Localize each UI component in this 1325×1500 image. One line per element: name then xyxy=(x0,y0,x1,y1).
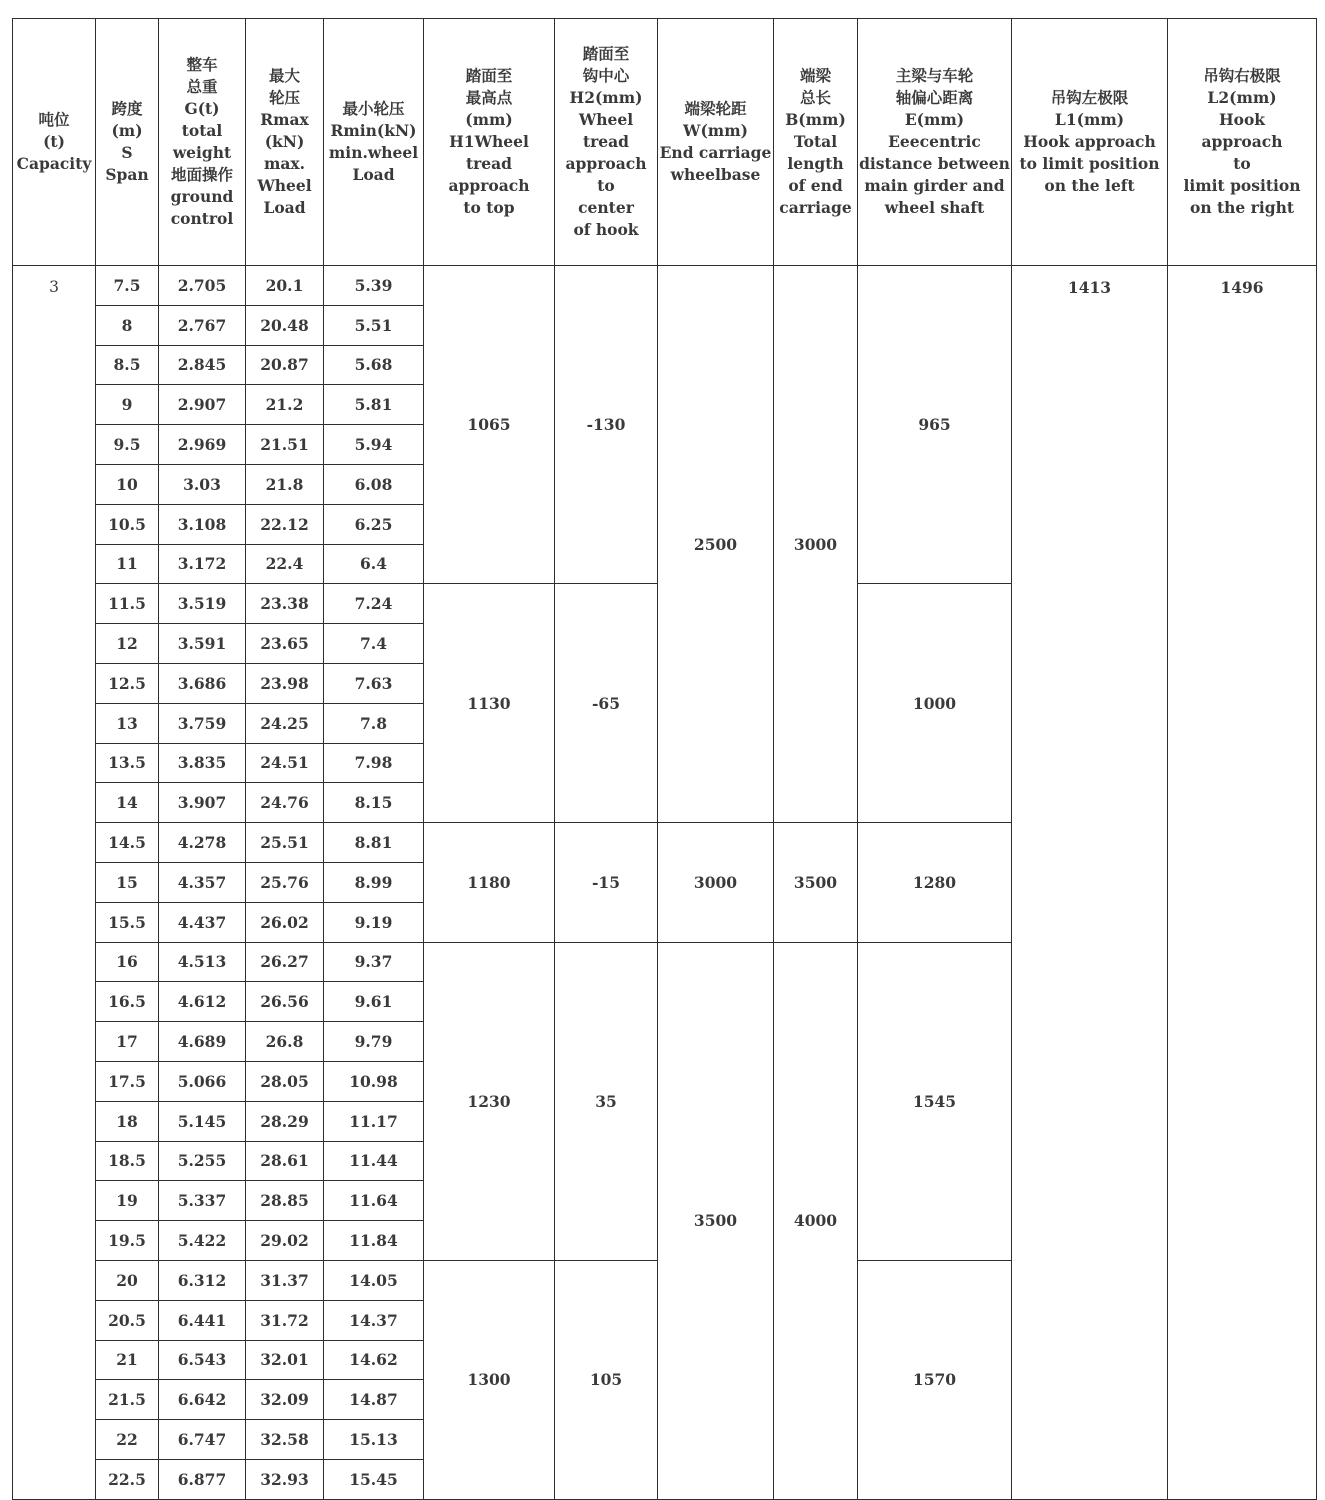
span-cell: 16 xyxy=(96,942,159,982)
rmax-cell: 24.76 xyxy=(246,783,324,823)
span-cell: 12.5 xyxy=(96,663,159,703)
rmax-cell: 32.09 xyxy=(246,1380,324,1420)
weight-cell: 2.845 xyxy=(159,345,246,385)
rmax-cell: 20.1 xyxy=(246,266,324,306)
rmax-cell: 32.58 xyxy=(246,1420,324,1460)
weight-cell: 3.835 xyxy=(159,743,246,783)
span-cell: 19.5 xyxy=(96,1221,159,1261)
weight-cell: 6.747 xyxy=(159,1420,246,1460)
table-body xyxy=(13,266,1317,1500)
weight-cell: 2.907 xyxy=(159,385,246,425)
rmax-cell: 26.8 xyxy=(246,1022,324,1062)
span-cell: 14.5 xyxy=(96,823,159,863)
span-cell: 18 xyxy=(96,1101,159,1141)
rmax-cell: 21.51 xyxy=(246,425,324,465)
h1-cell: 1130 xyxy=(424,584,555,823)
header-rmax: 最大 轮压 Rmax (kN) max. Wheel Load xyxy=(246,19,324,266)
span-cell: 20.5 xyxy=(96,1300,159,1340)
rmin-cell: 8.81 xyxy=(324,823,424,863)
rmax-cell: 23.38 xyxy=(246,584,324,624)
l2-cell: 1496 xyxy=(1168,266,1317,1500)
rmax-cell: 32.93 xyxy=(246,1459,324,1499)
weight-cell: 3.907 xyxy=(159,783,246,823)
rmin-cell: 7.24 xyxy=(324,584,424,624)
rmax-cell: 25.51 xyxy=(246,823,324,863)
rmin-cell: 15.13 xyxy=(324,1420,424,1460)
span-cell: 10.5 xyxy=(96,504,159,544)
e-cell: 965 xyxy=(858,266,1012,584)
span-cell: 15.5 xyxy=(96,902,159,942)
span-cell: 14 xyxy=(96,783,159,823)
rmin-cell: 6.08 xyxy=(324,464,424,504)
rmin-cell: 7.8 xyxy=(324,703,424,743)
span-cell: 9.5 xyxy=(96,425,159,465)
weight-cell: 3.686 xyxy=(159,663,246,703)
rmax-cell: 24.25 xyxy=(246,703,324,743)
rmin-cell: 5.39 xyxy=(324,266,424,306)
rmax-cell: 31.37 xyxy=(246,1260,324,1300)
rmax-cell: 29.02 xyxy=(246,1221,324,1261)
span-cell: 16.5 xyxy=(96,982,159,1022)
w-cell: 3000 xyxy=(658,823,774,942)
l1-cell: 1413 xyxy=(1012,266,1168,1500)
capacity-cell: 3 xyxy=(13,266,96,1500)
header-rmin: 最小轮压 Rmin(kN) min.wheel Load xyxy=(324,19,424,266)
rmax-cell: 21.8 xyxy=(246,464,324,504)
rmax-cell: 31.72 xyxy=(246,1300,324,1340)
rmax-cell: 28.85 xyxy=(246,1181,324,1221)
rmin-cell: 5.94 xyxy=(324,425,424,465)
rmax-cell: 26.02 xyxy=(246,902,324,942)
span-cell: 22.5 xyxy=(96,1459,159,1499)
weight-cell: 4.357 xyxy=(159,862,246,902)
h2-cell: 105 xyxy=(555,1260,658,1499)
rmax-cell: 22.12 xyxy=(246,504,324,544)
span-cell: 8 xyxy=(96,305,159,345)
rmax-cell: 26.56 xyxy=(246,982,324,1022)
header-row xyxy=(13,19,1317,266)
h1-cell: 1300 xyxy=(424,1260,555,1499)
header-e: 主梁与车轮 轴偏心距离 E(mm) Eeecentric distance between main girder and wheel shaft xyxy=(858,19,1012,266)
weight-cell: 4.437 xyxy=(159,902,246,942)
weight-cell: 6.312 xyxy=(159,1260,246,1300)
rmax-cell: 26.27 xyxy=(246,942,324,982)
span-cell: 10 xyxy=(96,464,159,504)
rmin-cell: 11.64 xyxy=(324,1181,424,1221)
span-cell: 9 xyxy=(96,385,159,425)
b-cell: 4000 xyxy=(774,942,858,1499)
crane-spec-table xyxy=(12,18,1317,1500)
rmax-cell: 20.48 xyxy=(246,305,324,345)
rmin-cell: 7.63 xyxy=(324,663,424,703)
rmax-cell: 25.76 xyxy=(246,862,324,902)
rmin-cell: 9.61 xyxy=(324,982,424,1022)
rmax-cell: 20.87 xyxy=(246,345,324,385)
header-span: 跨度 (m) S Span xyxy=(96,19,159,266)
span-cell: 15 xyxy=(96,862,159,902)
rmin-cell: 14.87 xyxy=(324,1380,424,1420)
span-cell: 21.5 xyxy=(96,1380,159,1420)
span-cell: 17.5 xyxy=(96,1061,159,1101)
span-cell: 11 xyxy=(96,544,159,584)
rmin-cell: 14.62 xyxy=(324,1340,424,1380)
h1-cell: 1180 xyxy=(424,823,555,942)
h2-cell: -65 xyxy=(555,584,658,823)
span-cell: 20 xyxy=(96,1260,159,1300)
rmin-cell: 14.05 xyxy=(324,1260,424,1300)
w-cell: 3500 xyxy=(658,942,774,1499)
weight-cell: 3.172 xyxy=(159,544,246,584)
header-l2: 吊钩右极限 L2(mm) Hook approach to limit position on the right xyxy=(1168,19,1317,266)
rmax-cell: 22.4 xyxy=(246,544,324,584)
weight-cell: 4.513 xyxy=(159,942,246,982)
span-cell: 19 xyxy=(96,1181,159,1221)
rmax-cell: 28.61 xyxy=(246,1141,324,1181)
rmin-cell: 11.44 xyxy=(324,1141,424,1181)
rmin-cell: 5.68 xyxy=(324,345,424,385)
rmax-cell: 28.29 xyxy=(246,1101,324,1141)
rmin-cell: 7.4 xyxy=(324,624,424,664)
rmin-cell: 7.98 xyxy=(324,743,424,783)
span-cell: 11.5 xyxy=(96,584,159,624)
header-weight: 整车 总重 G(t) total weight 地面操作 ground control xyxy=(159,19,246,266)
rmin-cell: 11.84 xyxy=(324,1221,424,1261)
weight-cell: 6.642 xyxy=(159,1380,246,1420)
span-cell: 21 xyxy=(96,1340,159,1380)
rmin-cell: 8.15 xyxy=(324,783,424,823)
header-l1: 吊钩左极限 L1(mm) Hook approach to limit position on the left xyxy=(1012,19,1168,266)
rmin-cell: 5.51 xyxy=(324,305,424,345)
b-cell: 3500 xyxy=(774,823,858,942)
rmin-cell: 6.25 xyxy=(324,504,424,544)
header-h1: 踏面至 最高点 (mm) H1Wheel tread approach to top xyxy=(424,19,555,266)
span-cell: 22 xyxy=(96,1420,159,1460)
e-cell: 1280 xyxy=(858,823,1012,942)
span-cell: 12 xyxy=(96,624,159,664)
header-b: 端梁 总长 B(mm) Total length of end carriage xyxy=(774,19,858,266)
rmin-cell: 9.19 xyxy=(324,902,424,942)
rmin-cell: 10.98 xyxy=(324,1061,424,1101)
h2-cell: 35 xyxy=(555,942,658,1260)
rmin-cell: 15.45 xyxy=(324,1459,424,1499)
h2-cell: -130 xyxy=(555,266,658,584)
weight-cell: 3.759 xyxy=(159,703,246,743)
span-cell: 13 xyxy=(96,703,159,743)
rmax-cell: 23.98 xyxy=(246,663,324,703)
rmin-cell: 5.81 xyxy=(324,385,424,425)
weight-cell: 3.03 xyxy=(159,464,246,504)
header-w: 端梁轮距 W(mm) End carriage wheelbase xyxy=(658,19,774,266)
b-cell: 3000 xyxy=(774,266,858,823)
weight-cell: 6.877 xyxy=(159,1459,246,1499)
weight-cell: 3.591 xyxy=(159,624,246,664)
rmin-cell: 8.99 xyxy=(324,862,424,902)
weight-cell: 5.066 xyxy=(159,1061,246,1101)
span-cell: 13.5 xyxy=(96,743,159,783)
rmax-cell: 23.65 xyxy=(246,624,324,664)
weight-cell: 4.689 xyxy=(159,1022,246,1062)
header-h2: 踏面至 钩中心 H2(mm) Wheel tread approach to center of hook xyxy=(555,19,658,266)
e-cell: 1000 xyxy=(858,584,1012,823)
w-cell: 2500 xyxy=(658,266,774,823)
span-cell: 8.5 xyxy=(96,345,159,385)
rmax-cell: 32.01 xyxy=(246,1340,324,1380)
weight-cell: 6.441 xyxy=(159,1300,246,1340)
weight-cell: 6.543 xyxy=(159,1340,246,1380)
rmin-cell: 14.37 xyxy=(324,1300,424,1340)
header-capacity: 吨位 (t) Capacity xyxy=(13,19,96,266)
e-cell: 1570 xyxy=(858,1260,1012,1499)
rmax-cell: 21.2 xyxy=(246,385,324,425)
span-cell: 7.5 xyxy=(96,266,159,306)
weight-cell: 3.519 xyxy=(159,584,246,624)
weight-cell: 2.969 xyxy=(159,425,246,465)
rmin-cell: 9.79 xyxy=(324,1022,424,1062)
rmax-cell: 24.51 xyxy=(246,743,324,783)
e-cell: 1545 xyxy=(858,942,1012,1260)
weight-cell: 2.767 xyxy=(159,305,246,345)
table-row xyxy=(13,266,1317,306)
weight-cell: 3.108 xyxy=(159,504,246,544)
rmin-cell: 6.4 xyxy=(324,544,424,584)
weight-cell: 5.422 xyxy=(159,1221,246,1261)
rmin-cell: 9.37 xyxy=(324,942,424,982)
rmax-cell: 28.05 xyxy=(246,1061,324,1101)
rmin-cell: 11.17 xyxy=(324,1101,424,1141)
span-cell: 17 xyxy=(96,1022,159,1062)
h1-cell: 1065 xyxy=(424,266,555,584)
weight-cell: 5.337 xyxy=(159,1181,246,1221)
h2-cell: -15 xyxy=(555,823,658,942)
span-cell: 18.5 xyxy=(96,1141,159,1181)
h1-cell: 1230 xyxy=(424,942,555,1260)
weight-cell: 5.145 xyxy=(159,1101,246,1141)
weight-cell: 2.705 xyxy=(159,266,246,306)
weight-cell: 4.612 xyxy=(159,982,246,1022)
weight-cell: 5.255 xyxy=(159,1141,246,1181)
weight-cell: 4.278 xyxy=(159,823,246,863)
